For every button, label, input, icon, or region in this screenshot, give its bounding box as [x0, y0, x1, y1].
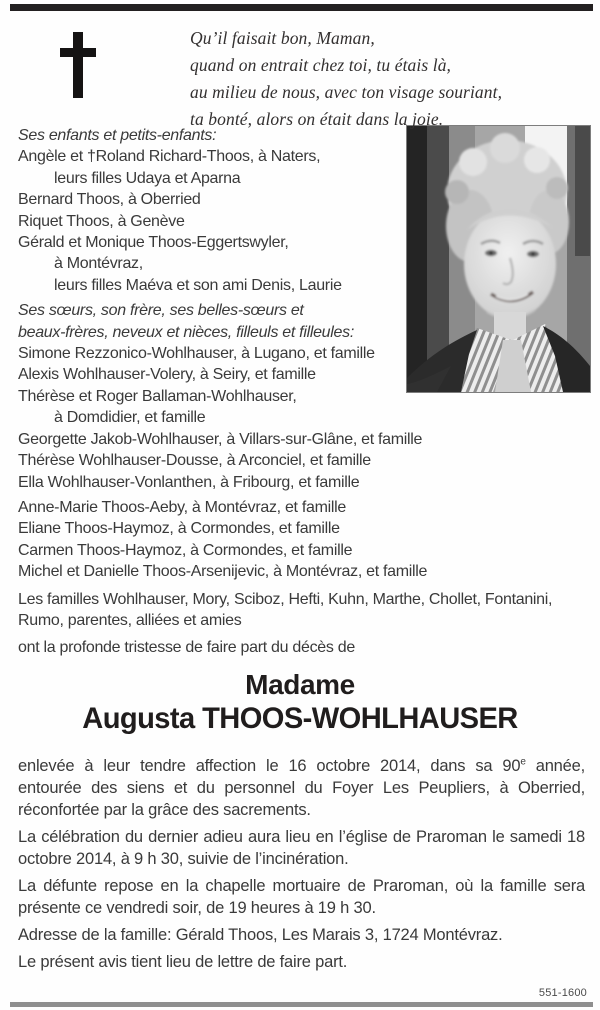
- family-member-line: à Domdidier, et famille: [54, 409, 206, 427]
- epitaph: [190, 25, 503, 129]
- families-paragraph: Les familles Wohlhauser, Mory, Sciboz, Hefti, Kuhn, Marthe, Chollet, Fontanini, Rumo, parentes, alliées et amies: [18, 590, 553, 629]
- family-member-line: Eliane Thoos-Haymoz, à Cormondes, et famille: [18, 520, 340, 538]
- latin-cross-icon: [60, 32, 96, 98]
- epitaph-line: au milieu de nous, avec ton visage souriant,: [190, 82, 503, 102]
- notice-body: [0, 125, 600, 659]
- paragraph-lettre-faire-part: Le présent avis tient lieu de lettre de faire part.: [18, 952, 348, 971]
- paragraph-family-address: Adresse de la famille: Gérald Thoos, Les Marais 3, 1724 Montévraz.: [18, 925, 503, 944]
- family-member-line: Gérald et Monique Thoos-Eggertswyler,: [18, 234, 289, 252]
- epitaph-line: quand on entrait chez toi, tu étais là,: [190, 55, 452, 75]
- family-member-line: Thérèse Wohlhauser-Dousse, à Arconciel, et famille: [18, 452, 371, 470]
- family-member-line: Ella Wohlhauser-Vonlanthen, à Fribourg, et famille: [18, 473, 360, 491]
- epitaph-line: ta bonté, alors on était dans la joie.: [190, 109, 444, 129]
- reference-number: 551-1600: [538, 987, 587, 999]
- family-member-line: Riquet Thoos, à Genève: [18, 212, 185, 230]
- family-member-line: Georgette Jakob-Wohlhauser, à Villars-sur-Glâne, et famille: [18, 430, 423, 448]
- families-section: [18, 589, 585, 632]
- family-member-line: à Montévraz,: [54, 255, 143, 273]
- funeral-details: [0, 755, 600, 973]
- portrait-photo: [406, 125, 591, 393]
- family-member-line: leurs filles Udaya et Aparna: [54, 169, 241, 187]
- top-border: [10, 4, 593, 11]
- family-member-line: Anne-Marie Thoos-Aeby, à Montévraz, et famille: [18, 498, 346, 516]
- family-member-line: Simone Rezzonico-Wohlhauser, à Lugano, et famille: [18, 345, 375, 363]
- family-member-line: Bernard Thoos, à Oberried: [18, 191, 201, 209]
- deceased-name-block: [0, 668, 600, 737]
- family-member-line: leurs filles Maéva et son ami Denis, Laurie: [54, 276, 342, 294]
- paragraph-text: année, entourée des siens et du personnel du Foyer Les Peupliers, à Oberried, réconfortée par la grâce des sacrements.: [18, 756, 585, 819]
- children-section-header: Ses enfants et petits-enfants:: [18, 127, 217, 144]
- announcement-section: [18, 637, 585, 658]
- deceased-title: Madame: [245, 668, 355, 700]
- bottom-border: [10, 1002, 593, 1007]
- family-member-line: Alexis Wohlhauser-Volery, à Seiry, et famille: [18, 366, 316, 384]
- epitaph-line: Qu’il faisait bon, Maman,: [190, 28, 375, 48]
- paragraph-text: enlevée à leur tendre affection le 16 octobre 2014, dans sa 90: [18, 756, 521, 775]
- family-member-line: Carmen Thoos-Haymoz, à Cormondes, et famille: [18, 541, 353, 559]
- paragraph-chapel: La défunte repose en la chapelle mortuaire de Praroman, où la famille sera présente ce vendredi soir, de 19 heures à 19 h 30.: [18, 876, 585, 917]
- announcement-line: ont la profonde tristesse de faire part du décès de: [18, 639, 355, 657]
- siblings-section-header: beaux-frères, neveux et nièces, filleuls et filleules:: [18, 323, 354, 341]
- ordinal-superscript: e: [520, 756, 526, 768]
- relatives-section: [18, 497, 585, 583]
- family-member-line: Michel et Danielle Thoos-Arsenijevic, à Montévraz, et famille: [18, 563, 428, 581]
- header: [0, 0, 600, 129]
- paragraph-ceremony: La célébration du dernier adieu aura lieu en l’église de Praroman le samedi 18 octobre 2014, à 9 h 30, suivie de l’incinération.: [18, 827, 585, 868]
- family-member-line: Angèle et †Roland Richard-Thoos, à Naters,: [18, 148, 321, 166]
- deceased-name: Augusta THOOS-WOHLHAUSER: [82, 701, 518, 735]
- paragraph-death-details: [18, 755, 585, 821]
- family-member-line: Thérèse et Roger Ballaman-Wohlhauser,: [18, 387, 297, 405]
- siblings-section-header: Ses sœurs, son frère, ses belles-sœurs et: [18, 302, 304, 320]
